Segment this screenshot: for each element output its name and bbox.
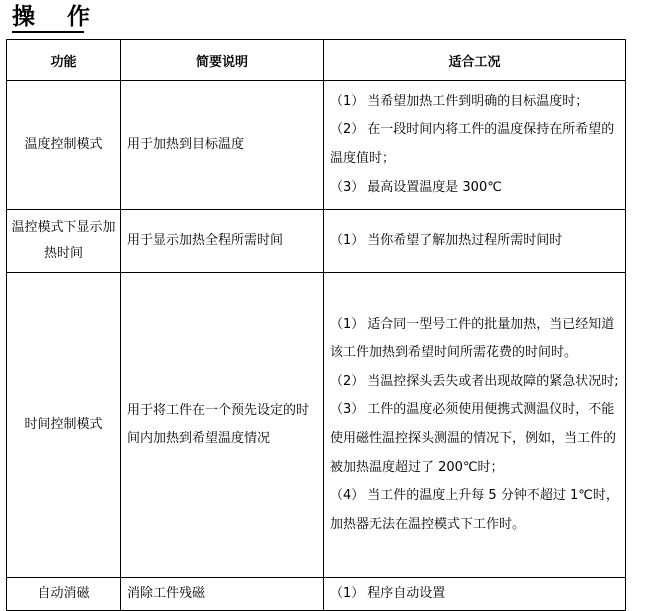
header-conditions: 适合工况 xyxy=(324,40,626,81)
table-row xyxy=(7,578,626,611)
row-function: 时间控制模式 xyxy=(7,273,121,578)
row-conditions xyxy=(324,273,626,578)
row-description: 消除工件残磁 xyxy=(121,578,324,611)
row-conditions xyxy=(324,578,626,611)
condition-item: （2） 当温控探头丢失或者出现故障的紧急状况时; xyxy=(330,373,619,389)
table-header-row xyxy=(7,40,626,81)
row-description: 用于加热到目标温度 xyxy=(121,81,324,210)
condition-item: （2） 在一段时间内将工件的温度保持在所希望的温度值时； xyxy=(330,122,615,166)
title-underline xyxy=(12,31,84,33)
row-conditions xyxy=(324,210,626,273)
row-function: 温控模式下显示加热时间 xyxy=(7,210,121,273)
condition-item: （1） 当希望加热工件到明确的目标温度时； xyxy=(330,93,589,109)
table-row xyxy=(7,273,626,578)
page-title: 操 作 xyxy=(12,4,103,30)
row-function: 自动消磁 xyxy=(7,578,121,611)
table-row xyxy=(7,210,626,273)
table-row xyxy=(7,81,626,210)
row-description: 用于将工件在一个预先设定的时间内加热到希望温度情况 xyxy=(121,273,324,578)
condition-item: （1） 当你希望了解加热过程所需时间时 xyxy=(330,232,563,248)
row-function: 温度控制模式 xyxy=(7,81,121,210)
condition-item: （3） 工件的温度必须使用便携式测温仪时，不能使用磁性温控探头测温的情况下，例如，当工件的被加热温度超过了 200℃时； xyxy=(330,402,617,475)
condition-item: （4） 当工件的温度上升每 5 分钟不超过 1℃时，加热器无法在温控模式下工作时。 xyxy=(330,488,619,532)
condition-item: （1） 适合同一型号工件的批量加热，当已经知道该工件加热到希望时间所需花费的时间时。 xyxy=(330,316,615,361)
header-function: 功能 xyxy=(7,40,121,81)
condition-item: （3） 最高设置温度是 300℃ xyxy=(330,179,502,195)
row-description: 用于显示加热全程所需时间 xyxy=(121,210,324,273)
row-conditions xyxy=(324,81,626,210)
header-description: 简要说明 xyxy=(121,40,324,81)
operation-table xyxy=(6,39,626,611)
condition-item: （1） 程序自动设置 xyxy=(330,585,446,601)
